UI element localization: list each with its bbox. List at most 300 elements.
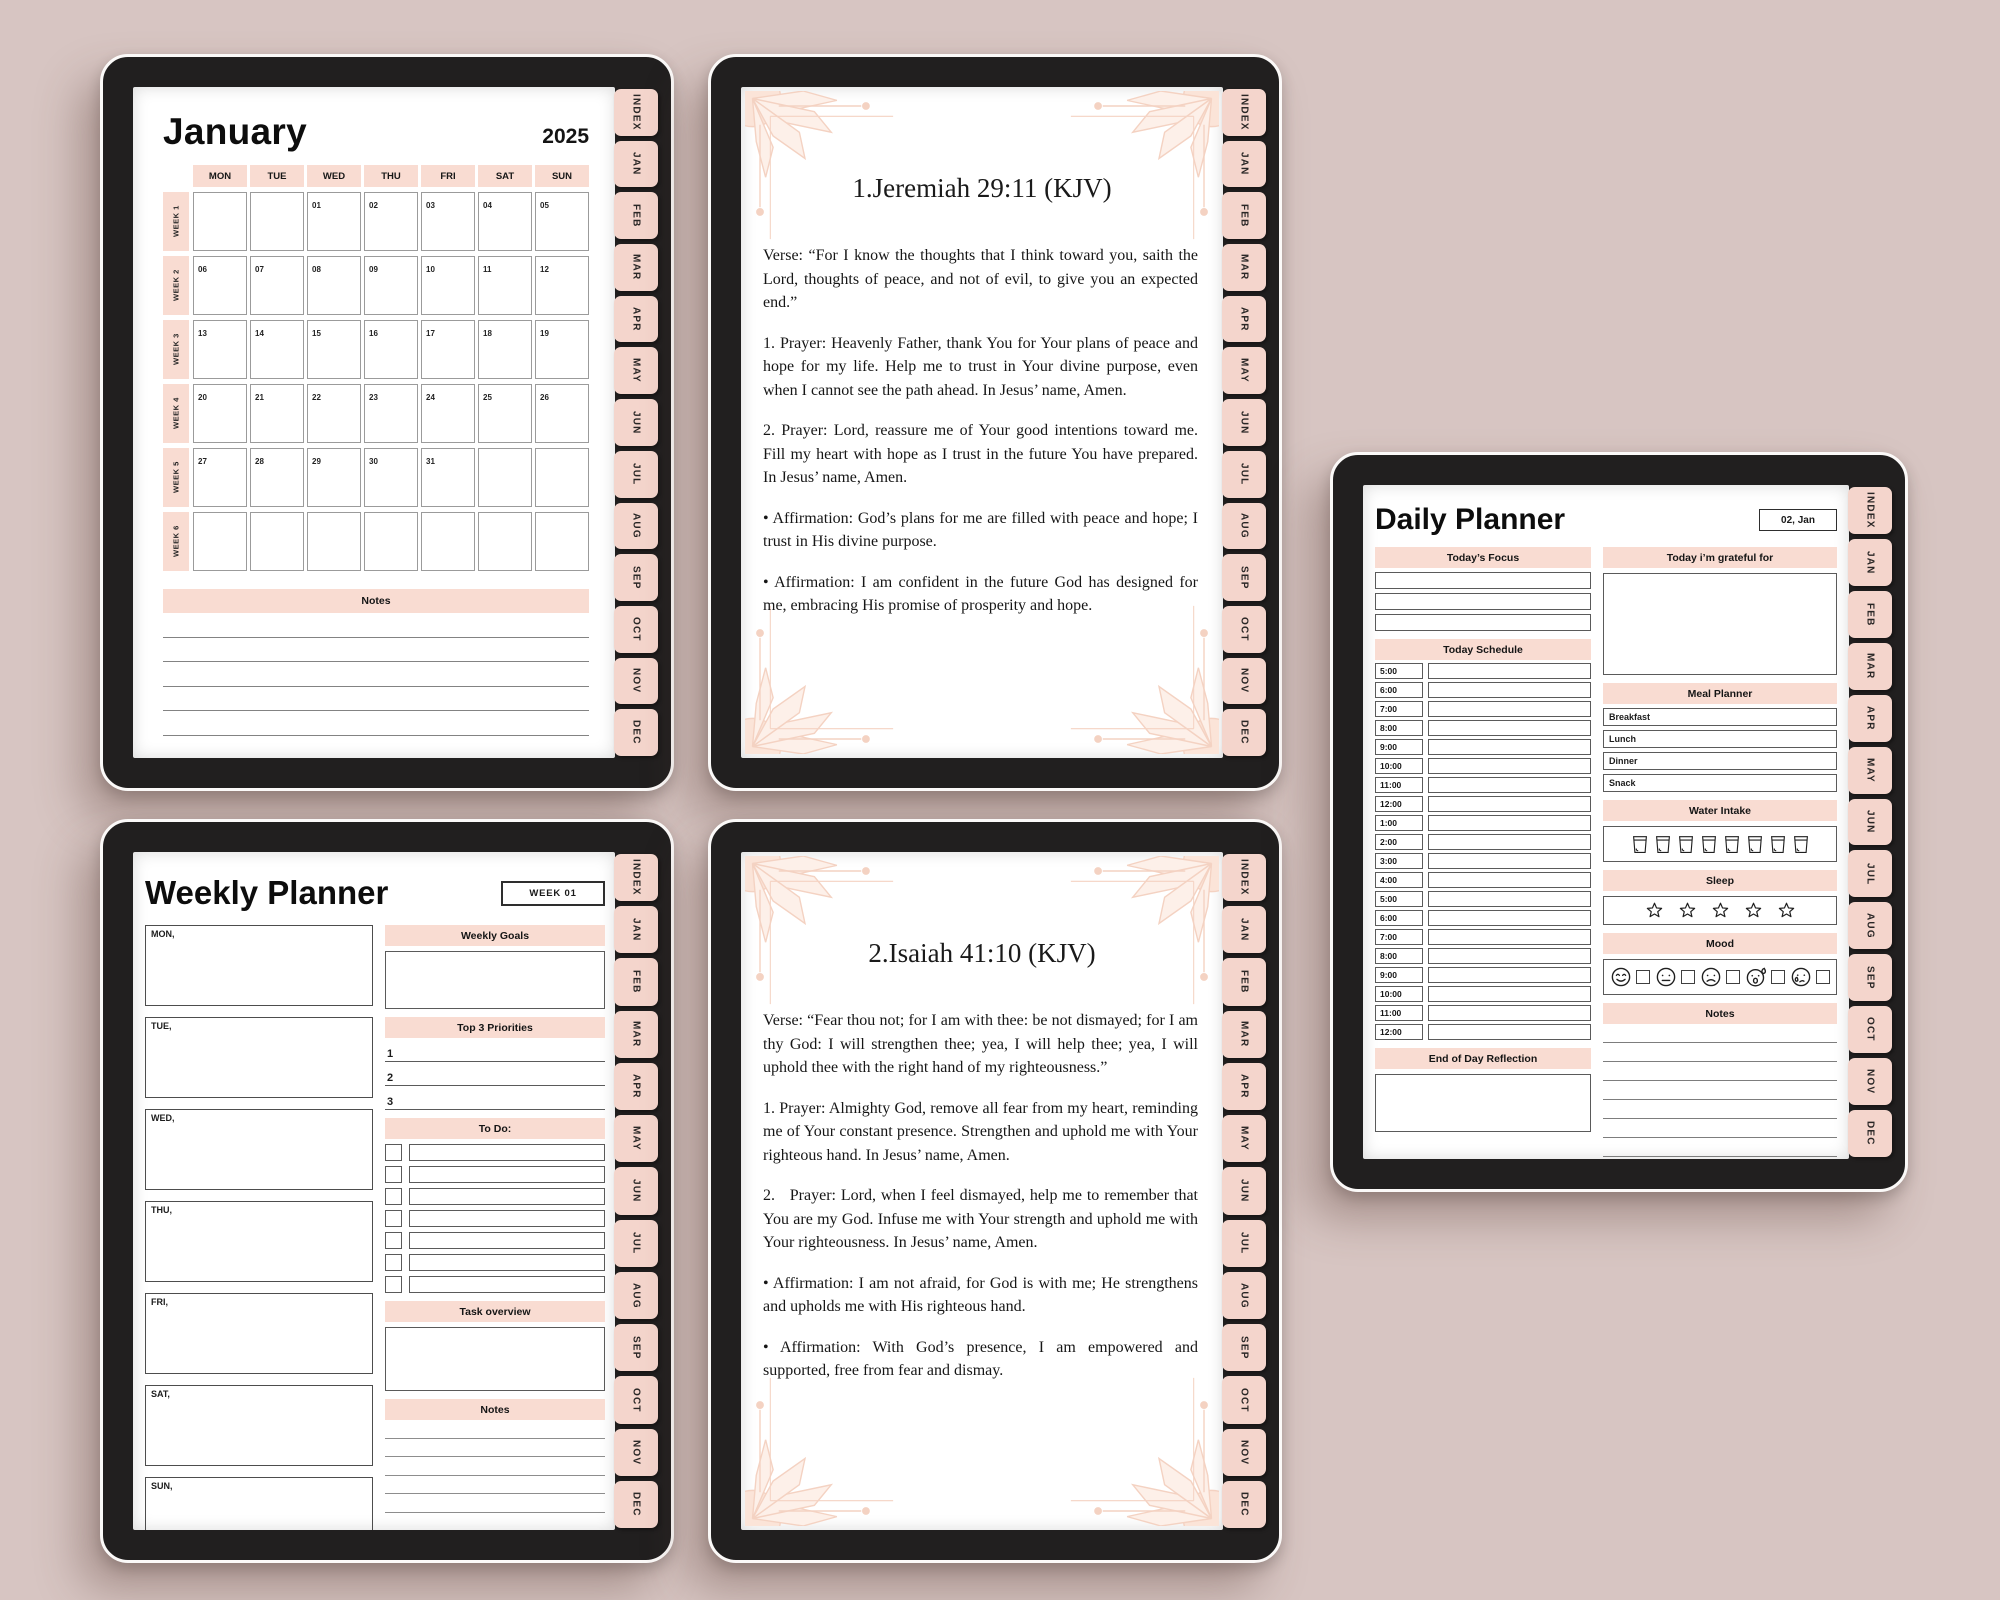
notes-line[interactable]	[1603, 1157, 1837, 1159]
side-tab[interactable]: DEC	[1848, 1110, 1892, 1157]
meal-row[interactable]	[1603, 730, 1837, 748]
meal-row[interactable]	[1603, 752, 1837, 770]
day-number: 04	[483, 201, 492, 210]
calendar-day-cell[interactable]	[535, 512, 589, 571]
day-number: 25	[483, 393, 492, 402]
calendar-day-cell[interactable]	[307, 256, 361, 315]
side-tab[interactable]: NOV	[1222, 658, 1266, 705]
happy-face-icon[interactable]	[1610, 966, 1632, 988]
task-overview-box[interactable]	[385, 1327, 605, 1391]
day-number: 07	[255, 265, 264, 274]
star-icon[interactable]	[1744, 901, 1763, 920]
side-tab[interactable]: MAY	[1848, 747, 1892, 794]
water-intake-tracker	[1603, 826, 1837, 862]
schedule-entry-line[interactable]	[1428, 739, 1591, 755]
schedule-entry-line[interactable]	[1428, 853, 1591, 869]
schedule-entry-line[interactable]	[1428, 891, 1591, 907]
calendar-day-cell[interactable]	[364, 512, 418, 571]
weekly-planner-title: Weekly Planner	[145, 874, 389, 911]
notes-line[interactable]	[1603, 1138, 1837, 1157]
day-header: FRI	[421, 165, 475, 187]
weekly-title-row	[145, 874, 605, 912]
calendar-day-cell[interactable]	[250, 192, 304, 251]
day-number: 10	[426, 265, 435, 274]
todo-checkbox[interactable]	[385, 1210, 402, 1227]
schedule-time-label: 10:00	[1375, 758, 1423, 774]
water-cup-icon[interactable]	[1677, 834, 1695, 855]
day-number: 26	[540, 393, 549, 402]
schedule-entry-line[interactable]	[1428, 1024, 1591, 1040]
todo-checkbox[interactable]	[385, 1166, 402, 1183]
notes-line[interactable]	[1603, 1081, 1837, 1100]
notes-line[interactable]	[1603, 1043, 1837, 1062]
mood-checkbox[interactable]	[1816, 970, 1830, 984]
star-icon[interactable]	[1711, 901, 1730, 920]
side-tab[interactable]: OCT	[614, 1376, 658, 1423]
side-tab[interactable]: OCT	[1848, 1006, 1892, 1053]
priority-line[interactable]	[385, 1062, 605, 1086]
day-number: 21	[255, 393, 264, 402]
calendar-day-cell[interactable]	[307, 320, 361, 379]
calendar-day-cell[interactable]	[364, 448, 418, 507]
notes-line[interactable]	[1603, 1024, 1837, 1043]
week-label: WEEK 1	[163, 192, 189, 251]
daily-planner-title: Daily Planner	[1375, 503, 1566, 536]
schedule-entry-line[interactable]	[1428, 1005, 1591, 1021]
calendar-day-cell[interactable]	[535, 192, 589, 251]
side-tab[interactable]: FEB	[1222, 958, 1266, 1005]
calendar-day-cell[interactable]	[193, 192, 247, 251]
side-tab[interactable]: JUN	[614, 1167, 658, 1214]
schedule-entry-line[interactable]	[1428, 701, 1591, 717]
schedule-header: Today Schedule	[1375, 639, 1591, 660]
notes-line[interactable]	[385, 1494, 605, 1513]
side-tab[interactable]: JUL	[1222, 1220, 1266, 1267]
schedule-entry-line[interactable]	[1428, 910, 1591, 926]
meal-label: Lunch	[1609, 734, 1636, 744]
side-tab[interactable]: FEB	[1222, 192, 1266, 239]
todo-line[interactable]	[409, 1210, 605, 1227]
calendar-day-cell[interactable]	[535, 320, 589, 379]
side-tab[interactable]: JUL	[1222, 451, 1266, 498]
schedule-row	[1375, 967, 1591, 983]
day-number: 22	[312, 393, 321, 402]
star-icon[interactable]	[1777, 901, 1796, 920]
day-header: THU	[364, 165, 418, 187]
focus-line[interactable]	[1375, 572, 1591, 589]
schedule-time-label: 9:00	[1375, 967, 1423, 983]
weekday-label: WED,	[151, 1113, 175, 1123]
side-tab[interactable]: JUL	[1848, 850, 1892, 897]
weekday-box[interactable]	[145, 1385, 373, 1466]
side-tab[interactable]: JAN	[614, 141, 658, 188]
mood-checkbox[interactable]	[1636, 970, 1650, 984]
scripture-paragraph: 1. Prayer: Heavenly Father, thank You for Your plans of peace and hope for my life. Help me to trust in Your divine purpose, even when I cannot see the path ahead. In Jesus’ name, Amen.	[763, 334, 1198, 399]
tablet-scripture-jeremiah	[708, 54, 1282, 791]
side-tab[interactable]: JUL	[614, 451, 658, 498]
side-tab[interactable]: DEC	[1222, 709, 1266, 756]
todo-line[interactable]	[409, 1254, 605, 1271]
todo-row	[385, 1254, 605, 1271]
calendar-day-cell[interactable]	[307, 512, 361, 571]
water-cup-icon[interactable]	[1631, 834, 1649, 855]
side-tab[interactable]: AUG	[1222, 1272, 1266, 1319]
side-tab[interactable]: APR	[1848, 695, 1892, 742]
todo-line[interactable]	[409, 1188, 605, 1205]
side-tab[interactable]: MAR	[1222, 244, 1266, 291]
daily-right-column	[1603, 547, 1837, 1159]
schedule-row	[1375, 701, 1591, 717]
day-number: 30	[369, 457, 378, 466]
side-tab[interactable]: AUG	[1222, 503, 1266, 550]
todo-line[interactable]	[409, 1166, 605, 1183]
calendar-day-cell[interactable]	[250, 512, 304, 571]
calendar-day-cell[interactable]	[421, 256, 475, 315]
day-number: 03	[426, 201, 435, 210]
water-cup-icon[interactable]	[1769, 834, 1787, 855]
side-tab[interactable]: DEC	[614, 1481, 658, 1528]
day-number: 31	[426, 457, 435, 466]
side-tab[interactable]: MAY	[614, 347, 658, 394]
star-icon[interactable]	[1645, 901, 1664, 920]
month-tab-strip	[614, 854, 658, 1528]
mood-checkbox[interactable]	[1726, 970, 1740, 984]
calendar-day-cell[interactable]	[193, 384, 247, 443]
meal-row[interactable]	[1603, 708, 1837, 726]
schedule-entry-line[interactable]	[1428, 948, 1591, 964]
side-tab[interactable]: JUN	[1222, 1167, 1266, 1214]
priority-number: 3	[387, 1096, 394, 1108]
notes-line[interactable]	[385, 1513, 605, 1531]
calendar-year: 2025	[542, 125, 589, 148]
side-tab[interactable]: MAR	[1222, 1011, 1266, 1058]
calendar-day-cell[interactable]	[364, 384, 418, 443]
notes-line[interactable]	[1603, 1100, 1837, 1119]
week-number-badge: WEEK 01	[501, 881, 605, 906]
schedule-time-label: 5:00	[1375, 663, 1423, 679]
anxious-face-icon[interactable]	[1745, 966, 1767, 988]
week-label: WEEK 4	[163, 384, 189, 443]
schedule-entry-line[interactable]	[1428, 929, 1591, 945]
day-number: 24	[426, 393, 435, 402]
calendar-day-cell[interactable]	[364, 192, 418, 251]
mood-checkbox[interactable]	[1771, 970, 1785, 984]
todo-checkbox[interactable]	[385, 1276, 402, 1293]
calendar-day-cell[interactable]	[478, 256, 532, 315]
month-tab-strip	[1222, 89, 1266, 756]
crying-face-icon[interactable]	[1790, 966, 1812, 988]
weekly-planner-page	[133, 852, 615, 1530]
side-tab[interactable]: OCT	[1222, 1376, 1266, 1423]
day-number: 01	[312, 201, 321, 210]
calendar-day-cell[interactable]	[193, 256, 247, 315]
schedule-entry-line[interactable]	[1428, 967, 1591, 983]
side-tab[interactable]: FEB	[1848, 591, 1892, 638]
schedule-row	[1375, 682, 1591, 698]
schedule-entry-line[interactable]	[1428, 663, 1591, 679]
meal-planner-header: Meal Planner	[1603, 683, 1837, 704]
focus-line[interactable]	[1375, 593, 1591, 610]
side-tab[interactable]: JUL	[614, 1220, 658, 1267]
tablet-daily-planner	[1330, 452, 1908, 1192]
side-tab[interactable]: INDEX	[614, 854, 658, 901]
side-tab[interactable]: APR	[614, 296, 658, 343]
todo-checkbox[interactable]	[385, 1188, 402, 1205]
side-tab[interactable]: INDEX	[1222, 89, 1266, 136]
weekday-label: THU,	[151, 1205, 172, 1215]
notes-line[interactable]	[163, 613, 589, 638]
scripture-page-jeremiah	[741, 87, 1223, 758]
weekly-goals-header: Weekly Goals	[385, 925, 605, 946]
notes-line[interactable]	[163, 736, 589, 759]
side-tab[interactable]: FEB	[614, 192, 658, 239]
notes-line[interactable]	[163, 638, 589, 663]
todo-checkbox[interactable]	[385, 1144, 402, 1161]
notes-line[interactable]	[163, 687, 589, 712]
todo-checkbox[interactable]	[385, 1254, 402, 1271]
weekday-label: FRI,	[151, 1297, 168, 1307]
side-tab[interactable]: NOV	[1848, 1058, 1892, 1105]
calendar-day-header-row	[163, 165, 589, 187]
calendar-day-cell[interactable]	[478, 320, 532, 379]
todo-line[interactable]	[409, 1232, 605, 1249]
side-tab[interactable]: JUN	[614, 399, 658, 446]
calendar-day-cell[interactable]	[535, 256, 589, 315]
notes-line[interactable]	[1603, 1062, 1837, 1081]
notes-line[interactable]	[385, 1420, 605, 1439]
schedule-row	[1375, 796, 1591, 812]
schedule-entry-line[interactable]	[1428, 796, 1591, 812]
water-cup-icon[interactable]	[1723, 834, 1741, 855]
sleep-header: Sleep	[1603, 870, 1837, 891]
water-cup-icon[interactable]	[1700, 834, 1718, 855]
calendar-day-cell[interactable]	[421, 384, 475, 443]
focus-line[interactable]	[1375, 614, 1591, 631]
todo-checkbox[interactable]	[385, 1232, 402, 1249]
calendar-day-cell[interactable]	[478, 192, 532, 251]
calendar-day-cell[interactable]	[250, 256, 304, 315]
schedule-row	[1375, 948, 1591, 964]
schedule-time-label: 12:00	[1375, 796, 1423, 812]
calendar-day-cell[interactable]	[364, 320, 418, 379]
calendar-day-cell[interactable]	[193, 512, 247, 571]
corner-ornament-icon	[1069, 856, 1219, 1006]
weekday-box[interactable]	[145, 1293, 373, 1374]
scripture-paragraph: • Affirmation: God’s plans for me are filled with peace and hope; I trust in His divine purpose.	[763, 509, 1198, 551]
side-tab[interactable]: FEB	[614, 958, 658, 1005]
water-cup-icon[interactable]	[1792, 834, 1810, 855]
calendar-day-cell[interactable]	[421, 320, 475, 379]
schedule-entry-line[interactable]	[1428, 720, 1591, 736]
star-icon[interactable]	[1678, 901, 1697, 920]
notes-line[interactable]	[163, 711, 589, 736]
side-tab[interactable]: AUG	[614, 1272, 658, 1319]
calendar-day-cell[interactable]	[193, 448, 247, 507]
side-tab[interactable]: DEC	[614, 709, 658, 756]
water-cup-icon[interactable]	[1746, 834, 1764, 855]
side-tab[interactable]: SEP	[1222, 554, 1266, 601]
mood-item	[1610, 966, 1650, 988]
side-tab[interactable]: JAN	[614, 906, 658, 953]
day-number: 02	[369, 201, 378, 210]
scripture-paragraph: • Affirmation: I am not afraid, for God is with me; He strengthens and upholds me with His righteous hand.	[763, 1274, 1198, 1316]
calendar-day-cell[interactable]	[250, 320, 304, 379]
calendar-day-cell[interactable]	[307, 192, 361, 251]
calendar-day-cell[interactable]	[307, 448, 361, 507]
schedule-entry-line[interactable]	[1428, 682, 1591, 698]
todo-row	[385, 1188, 605, 1205]
tablet-scripture-isaiah	[708, 819, 1282, 1563]
weekday-label: TUE,	[151, 1021, 172, 1031]
day-number: 14	[255, 329, 264, 338]
weekday-box[interactable]	[145, 1109, 373, 1190]
calendar-month-title: January	[163, 111, 308, 152]
side-tab[interactable]: JAN	[1222, 906, 1266, 953]
notes-line[interactable]	[1603, 1119, 1837, 1138]
side-tab[interactable]: JAN	[1848, 539, 1892, 586]
side-tab[interactable]: MAY	[614, 1115, 658, 1162]
notes-line[interactable]	[385, 1439, 605, 1458]
day-number: 06	[198, 265, 207, 274]
corner-ornament-icon	[745, 1376, 895, 1526]
side-tab[interactable]: NOV	[614, 1429, 658, 1476]
side-tab[interactable]: OCT	[614, 606, 658, 653]
day-number: 12	[540, 265, 549, 274]
side-tab[interactable]: JAN	[1222, 141, 1266, 188]
schedule-time-label: 5:00	[1375, 891, 1423, 907]
side-tab[interactable]: MAY	[1222, 347, 1266, 394]
scripture-paragraph: 1. Prayer: Almighty God, remove all fear from my heart, reminding me of Your constant presence. Strengthen and uphold me with Your righteous hand. In Jesus’ name, Amen.	[763, 1099, 1198, 1164]
calendar-day-cell[interactable]	[421, 192, 475, 251]
todo-row	[385, 1276, 605, 1293]
corner-ornament-icon	[1069, 1376, 1219, 1526]
notes-line[interactable]	[385, 1476, 605, 1495]
weekly-goals-box[interactable]	[385, 951, 605, 1009]
water-cup-icon[interactable]	[1654, 834, 1672, 855]
side-tab[interactable]: JUN	[1848, 799, 1892, 846]
side-tab[interactable]: JUN	[1222, 399, 1266, 446]
daily-planner-page	[1363, 485, 1849, 1159]
mood-header: Mood	[1603, 933, 1837, 954]
schedule-entry-line[interactable]	[1428, 872, 1591, 888]
calendar-day-cell[interactable]	[535, 384, 589, 443]
day-number: 05	[540, 201, 549, 210]
side-tab[interactable]: AUG	[614, 503, 658, 550]
schedule-row	[1375, 663, 1591, 679]
mood-checkbox[interactable]	[1681, 970, 1695, 984]
side-tab[interactable]: SEP	[614, 1324, 658, 1371]
calendar-day-cell[interactable]	[364, 256, 418, 315]
todo-line[interactable]	[409, 1144, 605, 1161]
calendar-grid-area	[163, 192, 589, 571]
side-tab[interactable]: MAR	[614, 244, 658, 291]
todo-line[interactable]	[409, 1276, 605, 1293]
calendar-day-cell[interactable]	[535, 448, 589, 507]
day-number: 09	[369, 265, 378, 274]
side-tab[interactable]: APR	[614, 1063, 658, 1110]
corner-ornament-icon	[1069, 91, 1219, 241]
calendar-day-cell[interactable]	[478, 448, 532, 507]
schedule-row	[1375, 1024, 1591, 1040]
sleep-tracker	[1603, 896, 1837, 925]
side-tab[interactable]: INDEX	[614, 89, 658, 136]
side-tab[interactable]: NOV	[1222, 1429, 1266, 1476]
day-number: 19	[540, 329, 549, 338]
calendar-day-cell[interactable]	[478, 384, 532, 443]
notes-line[interactable]	[385, 1457, 605, 1476]
side-tab[interactable]: OCT	[1222, 606, 1266, 653]
neutral-face-icon[interactable]	[1655, 966, 1677, 988]
schedule-entry-line[interactable]	[1428, 986, 1591, 1002]
meal-label: Breakfast	[1609, 712, 1651, 722]
schedule-time-label: 6:00	[1375, 910, 1423, 926]
grateful-box[interactable]	[1603, 573, 1837, 675]
schedule-time-label: 10:00	[1375, 986, 1423, 1002]
calendar-day-cell[interactable]	[193, 320, 247, 379]
corner-ornament-icon	[745, 856, 895, 1006]
calendar-day-cell[interactable]	[421, 448, 475, 507]
calendar-day-cell[interactable]	[478, 512, 532, 571]
side-tab[interactable]: MAR	[614, 1011, 658, 1058]
side-tab[interactable]: MAY	[1222, 1115, 1266, 1162]
side-tab[interactable]: INDEX	[1848, 487, 1892, 534]
priority-line[interactable]	[385, 1038, 605, 1062]
todo-row	[385, 1232, 605, 1249]
priority-number: 2	[387, 1072, 394, 1084]
side-tab[interactable]: AUG	[1848, 902, 1892, 949]
reflection-box[interactable]	[1375, 1074, 1591, 1132]
side-tab[interactable]: APR	[1222, 296, 1266, 343]
calendar-day-cell[interactable]	[307, 384, 361, 443]
side-tab[interactable]: SEP	[1848, 954, 1892, 1001]
month-tab-strip	[1848, 487, 1892, 1157]
day-number: 23	[369, 393, 378, 402]
schedule-entry-line[interactable]	[1428, 815, 1591, 831]
meal-row[interactable]	[1603, 774, 1837, 792]
schedule-entry-line[interactable]	[1428, 758, 1591, 774]
weekday-box[interactable]	[145, 1201, 373, 1282]
side-tab[interactable]: SEP	[614, 554, 658, 601]
grateful-header: Today i’m grateful for	[1603, 547, 1837, 568]
calendar-day-cell[interactable]	[250, 448, 304, 507]
schedule-time-label: 9:00	[1375, 739, 1423, 755]
schedule-row	[1375, 891, 1591, 907]
priority-line[interactable]	[385, 1086, 605, 1110]
schedule-entry-line[interactable]	[1428, 777, 1591, 793]
schedule-time-label: 7:00	[1375, 929, 1423, 945]
side-tab[interactable]: DEC	[1222, 1481, 1266, 1528]
schedule-row	[1375, 777, 1591, 793]
weekday-box[interactable]	[145, 925, 373, 1006]
weekday-label: SUN,	[151, 1481, 173, 1491]
calendar-day-cell[interactable]	[421, 512, 475, 571]
side-tab[interactable]: SEP	[1222, 1324, 1266, 1371]
weekday-box[interactable]	[145, 1477, 373, 1530]
calendar-day-cell[interactable]	[250, 384, 304, 443]
schedule-entry-line[interactable]	[1428, 834, 1591, 850]
todo-row	[385, 1144, 605, 1161]
side-tab[interactable]: APR	[1222, 1063, 1266, 1110]
sad-face-icon[interactable]	[1700, 966, 1722, 988]
mood-item	[1655, 966, 1695, 988]
side-tab[interactable]: MAR	[1848, 643, 1892, 690]
side-tab[interactable]: NOV	[614, 658, 658, 705]
side-tab[interactable]: INDEX	[1222, 854, 1266, 901]
todo-header: To Do:	[385, 1118, 605, 1139]
weekday-box[interactable]	[145, 1017, 373, 1098]
notes-line[interactable]	[163, 662, 589, 687]
schedule-row	[1375, 758, 1591, 774]
